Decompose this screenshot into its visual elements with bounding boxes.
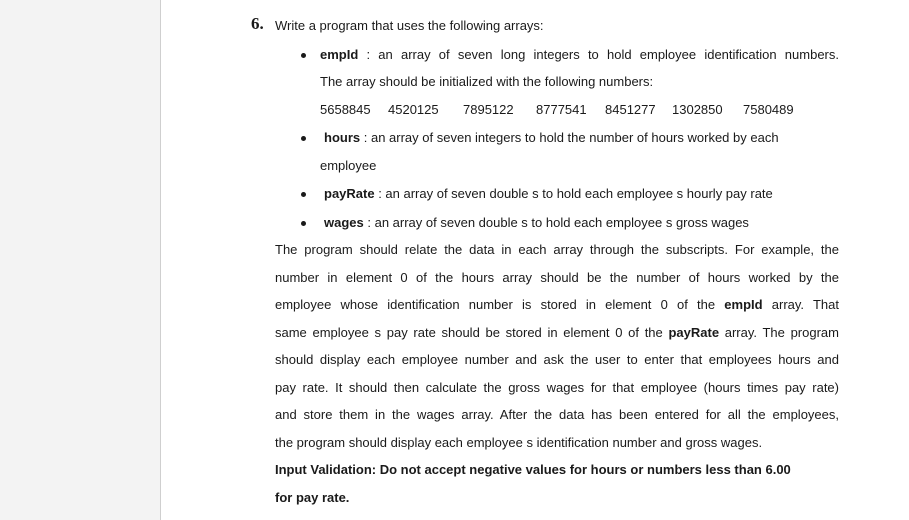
bullet-dot xyxy=(301,192,306,197)
bullet-hours-line1 xyxy=(324,130,779,146)
bullet-wages-text: : an array of seven double s to hold each employee s gross wages xyxy=(367,215,749,230)
term-empid: empId xyxy=(320,47,359,62)
employee-id-number: 5658845 xyxy=(320,102,371,117)
body-line-4: same employee s pay rate should be stored in element 0 of the payRate array. The program xyxy=(275,325,839,340)
body-line-6: pay rate. It should then calculate the gross wages for that employee (hours times pay rate) xyxy=(275,380,839,395)
left-margin-panel xyxy=(0,0,161,520)
bullet-payrate-line xyxy=(324,186,773,202)
term-hours: hours xyxy=(324,130,361,145)
employee-id-number: 8451277 xyxy=(605,102,656,117)
bullet-dot xyxy=(301,221,306,226)
bullet-empid-text: : an array of seven long integers to hold employee identification numbers. xyxy=(366,47,839,62)
term-wages: wages xyxy=(324,215,364,230)
body-line-2: number in element 0 of the hours array should be the number of hours worked by the xyxy=(275,270,839,285)
bullet-empid-line2: The array should be initialized with the following numbers: xyxy=(320,74,654,89)
bullet-empid-line1 xyxy=(320,47,839,63)
term-empid-inline: empId xyxy=(724,297,763,312)
employee-id-number: 4520125 xyxy=(388,102,439,117)
employee-id-number: 7895122 xyxy=(463,102,514,117)
input-validation-line-2: for pay rate. xyxy=(275,490,350,505)
term-payrate-inline: payRate xyxy=(668,325,720,340)
bullet-payrate-text: : an array of seven double s to hold each employee s hourly pay rate xyxy=(378,186,773,201)
question-intro: Write a program that uses the following arrays: xyxy=(275,18,544,33)
employee-id-number: 7580489 xyxy=(743,102,794,117)
bullet-hours-line2: employee xyxy=(320,158,377,173)
question-number: 6. xyxy=(251,14,264,33)
body-line-8: the program should display each employee s identification number and gross wages. xyxy=(275,435,763,450)
input-validation-line-1: Input Validation: Do not accept negative values for hours or numbers less than 6.00 xyxy=(275,462,791,477)
bullet-wages-line xyxy=(324,215,749,231)
employee-id-numbers xyxy=(320,102,794,118)
employee-id-number: 1302850 xyxy=(672,102,723,117)
body-line-7: and store them in the wages array. After the data has been entered for all the employees, xyxy=(275,407,839,422)
body-line-5: should display each employee number and ask the user to enter that employees hours and xyxy=(275,352,839,367)
body-line-3: employee whose identification number is stored in element 0 of the empId array. That xyxy=(275,297,839,312)
bullet-hours-text: : an array of seven integers to hold the number of hours worked by each xyxy=(363,130,779,145)
term-payrate: payRate xyxy=(324,186,375,201)
employee-id-number: 8777541 xyxy=(536,102,587,117)
bullet-dot xyxy=(301,136,306,141)
bullet-dot xyxy=(301,53,306,58)
body-line-1: The program should relate the data in each array through the subscripts. For example, the xyxy=(275,242,839,257)
